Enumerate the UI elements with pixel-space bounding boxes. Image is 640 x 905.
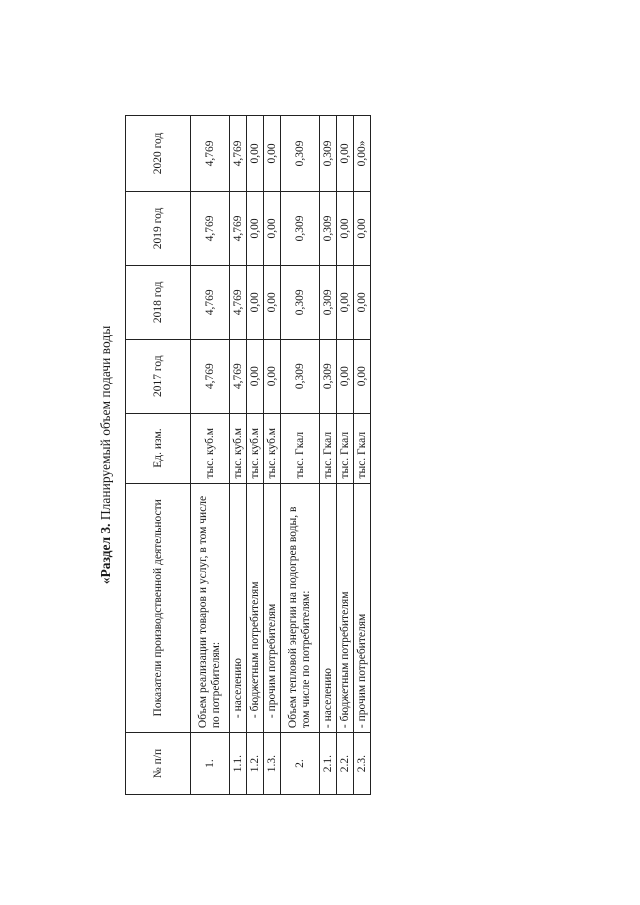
value-2020: 4,769: [191, 116, 230, 192]
value-2017: 0,00: [354, 339, 371, 413]
value-2019: 4,769: [230, 191, 247, 265]
row-indicator: - бюджетным потребителям: [337, 483, 354, 733]
value-2020: 0,309: [281, 116, 320, 192]
row-number: 1.2.: [247, 733, 264, 795]
table-row: [191, 116, 230, 795]
value-2020: 0,00»: [354, 116, 371, 192]
row-unit: тыс. куб.м: [264, 413, 281, 483]
value-2018: 0,00: [264, 265, 281, 339]
table-row: [337, 116, 354, 795]
value-2018: 0,309: [281, 265, 320, 339]
section-title-prefix: «Раздел 3.: [98, 523, 113, 585]
row-unit: тыс. куб.м: [230, 413, 247, 483]
table-row: [354, 116, 371, 795]
row-indicator: - населению: [320, 483, 337, 733]
value-2020: 0,309: [320, 116, 337, 192]
header-indicator: Показатели производственной деятельности: [126, 483, 191, 733]
table-row: [230, 116, 247, 795]
row-number: 1.: [191, 733, 230, 795]
table-row: [281, 116, 320, 795]
row-indicator: - бюджетным потребителям: [247, 483, 264, 733]
section-title-text: Планируемый объем подачи воды: [98, 325, 113, 524]
row-indicator: Объем реализации товаров и услуг, в том числе по потребителям:: [191, 483, 230, 733]
row-number: 2.3.: [354, 733, 371, 795]
value-2017: 4,769: [191, 339, 230, 413]
value-2018: 0,00: [354, 265, 371, 339]
value-2020: 0,00: [337, 116, 354, 192]
table-row: [247, 116, 264, 795]
row-indicator: - прочим потребителям: [354, 483, 371, 733]
row-indicator: Объем тепловой энергии на подогрев воды, в том числе по потребителям:: [281, 483, 320, 733]
value-2020: 4,769: [230, 116, 247, 192]
value-2019: 4,769: [191, 191, 230, 265]
row-number: 2.1.: [320, 733, 337, 795]
header-2018: 2018 год: [126, 265, 191, 339]
value-2017: 0,309: [281, 339, 320, 413]
value-2018: 4,769: [230, 265, 247, 339]
row-number: 2.: [281, 733, 320, 795]
row-number: 2.2.: [337, 733, 354, 795]
row-unit: тыс. Гкал: [354, 413, 371, 483]
value-2018: 4,769: [191, 265, 230, 339]
row-indicator: - населению: [230, 483, 247, 733]
value-2019: 0,309: [281, 191, 320, 265]
value-2017: 0,00: [264, 339, 281, 413]
header-2017: 2017 год: [126, 339, 191, 413]
value-2019: 0,00: [264, 191, 281, 265]
value-2018: 0,00: [247, 265, 264, 339]
row-unit: тыс. куб.м: [247, 413, 264, 483]
header-unit: Ед. изм.: [126, 413, 191, 483]
value-2019: 0,00: [337, 191, 354, 265]
row-unit: тыс. куб.м: [191, 413, 230, 483]
value-2018: 0,00: [337, 265, 354, 339]
row-unit: тыс. Гкал: [281, 413, 320, 483]
row-unit: тыс. Гкал: [320, 413, 337, 483]
header-number: № п/п: [126, 733, 191, 795]
header-2019: 2019 год: [126, 191, 191, 265]
value-2018: 0,309: [320, 265, 337, 339]
value-2017: 4,769: [230, 339, 247, 413]
value-2017: 0,00: [247, 339, 264, 413]
row-unit: тыс. Гкал: [337, 413, 354, 483]
water-supply-table: [125, 115, 371, 795]
table-row: [264, 116, 281, 795]
value-2019: 0,309: [320, 191, 337, 265]
value-2017: 0,309: [320, 339, 337, 413]
value-2019: 0,00: [354, 191, 371, 265]
value-2019: 0,00: [247, 191, 264, 265]
section-title: [95, 115, 117, 795]
rotated-document-page: [95, 115, 368, 795]
row-indicator: - прочим потребителям: [264, 483, 281, 733]
row-number: 1.1.: [230, 733, 247, 795]
table-header-row: [126, 116, 191, 795]
header-2020: 2020 год: [126, 116, 191, 192]
value-2020: 0,00: [264, 116, 281, 192]
row-number: 1.3.: [264, 733, 281, 795]
value-2020: 0,00: [247, 116, 264, 192]
value-2017: 0,00: [337, 339, 354, 413]
table-row: [320, 116, 337, 795]
